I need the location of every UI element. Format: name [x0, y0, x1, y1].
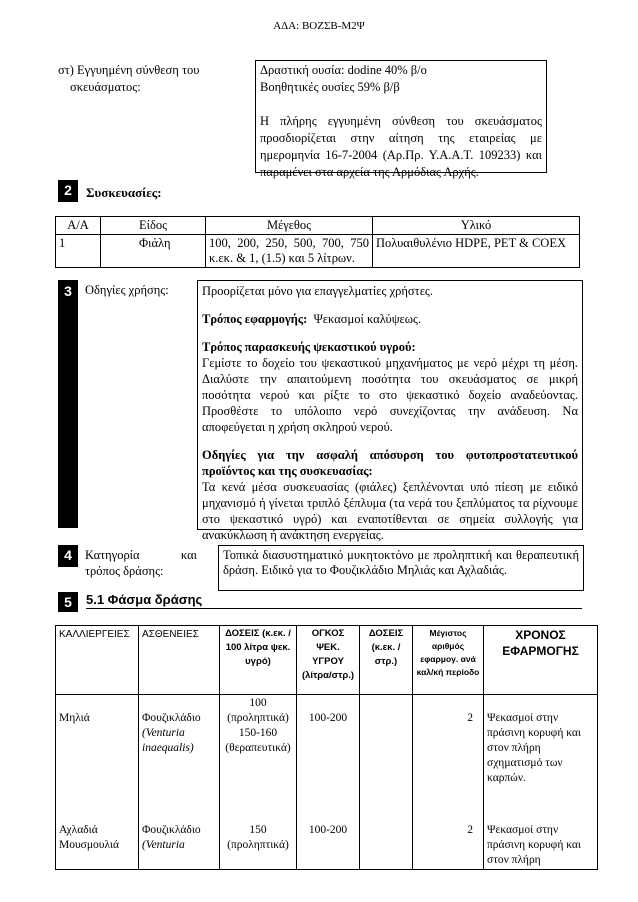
table-row: 1 Φιάλη 100, 200, 250, 500, 700, 750 κ.εκ. & 1, (1.5) και 5 λίτρων. Πολυαιθυλένιο HDPE, PET & COEX — [56, 235, 580, 268]
table-header-row: Α/Α Είδος Μέγεθος Υλικό — [56, 217, 580, 235]
table-row: Μηλιά Φουζικλάδιο (Venturia inaequalis) 100 (προληπτικά) 150-160 (θεραπευτικά) 100-200 2 Ψεκασμοί στην πράσινη κορυφή και στον πλήρη σχηματισμό των καρπών. — [56, 695, 598, 808]
disposal-text: Τα κενά μέσα συσκευασίας (φιάλες) ξεπλένονται υπό πίεση με ειδικό μηχανισμό ή γίνεται τριπλό ξέπλυμα (τα νερά του ξεπλύματος τα ρίχνουμε στο ψεκαστικό υγρό) και εναποτίθενται σε σημεία συλλογής για ανακύκλωση ή ανάκτηση ενεργείας. — [202, 480, 578, 542]
disposal-title: Οδηγίες για την ασφαλή απόσυρση του φυτοπροστατευτικού προϊόντος και της συσκευασίας: — [202, 448, 578, 478]
divider — [86, 608, 582, 609]
active-substance: Δραστική ουσία: dodine 40% β/ο — [260, 63, 427, 77]
application-method: Τρόπος εφαρμογής: Ψεκασμοί καλύψεως. — [202, 312, 422, 326]
section-number-4: 4 — [58, 545, 78, 567]
section-number-5: 5 — [58, 592, 78, 612]
table-row: Αχλαδιά Μουσμουλιά Φουζικλάδιο (Venturia 150 (προληπτικά) 100-200 2 Ψεκασμοί στην πράσινη κορυφή και στον πλήρη — [56, 807, 598, 870]
category-box: Τοπικά διασυστηματικό μυκητοκτόνο με προληπτική και θεραπευτική δράση. Ειδικό για το Φουζικλάδιο Μηλιάς και Αχλαδιάς. — [218, 545, 584, 591]
usage-label: Οδηγίες χρήσης: — [85, 283, 169, 297]
composition-note: Η πλήρης εγγυημένη σύνθεση του σκευάσματος προσδιορίζεται στην αίτηση της εταιρείας με ημερομηνία 16-7-2004 (Αρ.Πρ. Υ.Α.Α.Τ. 109233) και παραμένει στα αρχεία της Αρμόδιας Αρχής. — [260, 114, 542, 179]
usage-intro: Προορίζεται μόνο για επαγγελματίες χρήστες. — [202, 284, 434, 298]
usage-box — [197, 280, 583, 542]
packaging-table — [55, 216, 580, 268]
category-label: Κατηγορία και τρόπος δράσης: — [85, 548, 197, 578]
section-number-2: 2 — [58, 180, 78, 202]
preparation-title: Τρόπος παρασκευής ψεκαστικού υγρού: — [202, 340, 416, 354]
ada-code: ΑΔΑ: ΒΟΖΣΒ-Μ2Ψ — [273, 20, 365, 32]
action-spectrum-title: 5.1 Φάσμα δράσης — [86, 592, 203, 607]
packaging-title: Συσκευασίες: — [86, 185, 162, 200]
section-number-3: 3 — [58, 280, 78, 528]
composition-label: στ) Εγγυημένη σύνθεση του σκευάσματος: — [58, 63, 200, 94]
action-spectrum-table — [55, 625, 598, 870]
composition-box — [255, 60, 547, 179]
preparation-text: Γεμίστε το δοχείο του ψεκαστικού μηχανήματος με νερό μέχρι τη μέση. Διαλύστε την απαιτούμενη ποσότητα του σκευάσματος σε μικρή ποσότητα νερού και ρίξτε το στο ψεκαστικό δοχείο αναδεύοντας. Προσθέστε το υπόλοιπο νερό συνεχίζοντας την ανάδευση. Να αποφεύγεται η χρήση σκληρού νερού. — [202, 356, 578, 434]
auxiliary-substances: Βοηθητικές ουσίες 59% β/β — [260, 80, 400, 94]
table-header-row: ΚΑΛΛΙΕΡΓΕΙΕΣ ΑΣΘΕΝΕΙΕΣ ΔΟΣΕΙΣ (κ.εκ. / 100 λίτρα ψεκ. υγρό) ΟΓΚΟΣ ΨΕΚ. ΥΓΡΟΥ (λίτρα/στρ.) ΔΟΣΕΙΣ (κ.εκ. / στρ.) Μέγιστος αριθμός εφαρμογ. ανά καλ/κή περίοδο ΧΡΟΝΟΣ ΕΦΑΡΜΟΓΗΣ — [56, 626, 598, 695]
